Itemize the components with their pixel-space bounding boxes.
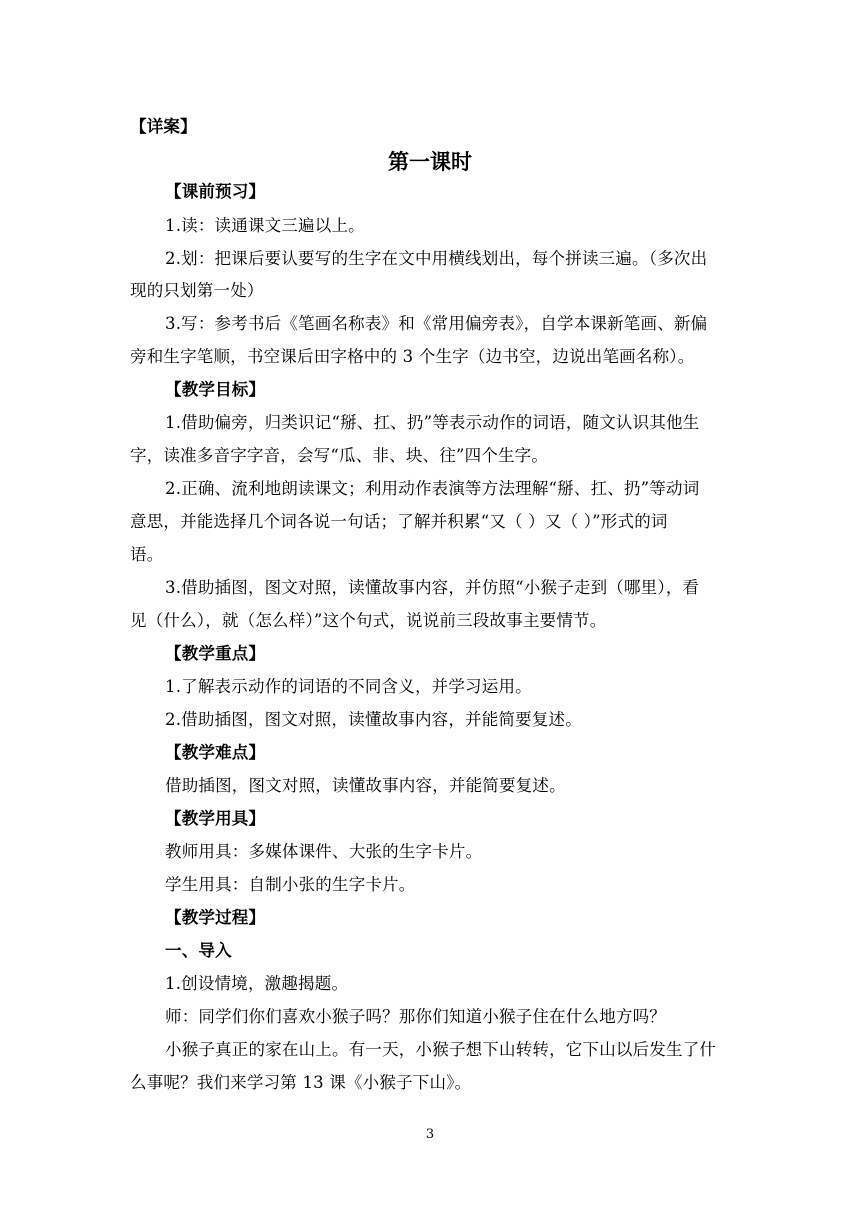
tools-header: 【教学用具】 — [165, 809, 266, 828]
key-point-2: 2.借助插图，图文对照，读懂故事内容，并能简要复述。 — [165, 710, 582, 729]
preview-header: 【课前预习】 — [165, 182, 266, 201]
preview-item-3-line2: 旁和生字笔顺，书空课后田字格中的 3 个生字（边书空，边说出笔画名称）。 — [130, 347, 695, 366]
goal-1-line1: 1.借助偏旁，归类识记“掰、扛、扔”等表示动作的词语，随文认识其他生 — [165, 413, 700, 432]
goals-header: 【教学目标】 — [165, 380, 266, 399]
page-title: 第一课时 — [388, 150, 472, 174]
preview-item-2-line1: 2.划：把课后要认要写的生字在文中用横线划出，每个拼读三遍。（多次出 — [165, 249, 708, 268]
detail-header: 【详案】 — [130, 117, 197, 136]
process-item-3-line2: 么事呢？我们来学习第 13 课《小猴子下山》。 — [130, 1073, 472, 1092]
tools-teacher: 教师用具：多媒体课件、大张的生字卡片。 — [165, 842, 483, 861]
goal-1-line2: 字，读准多音字字音，会写“瓜、非、块、往”四个生字。 — [130, 446, 549, 465]
process-item-2: 师：同学们你们喜欢小猴子吗？那你们知道小猴子住在什么地方吗？ — [165, 1007, 666, 1026]
difficulty-item: 借助插图，图文对照，读懂故事内容，并能简要复述。 — [165, 776, 566, 795]
goal-3-line2: 见（什么），就（怎么样）”这个句式，说说前三段故事主要情节。 — [130, 611, 607, 630]
goal-3-line1: 3.借助插图，图文对照，读懂故事内容，并仿照“小猴子走到（哪里），看 — [165, 578, 700, 597]
goal-2-line1: 2.正确、流利地朗读课文；利用动作表演等方法理解“掰、扛、扔”等动词 — [165, 479, 700, 498]
preview-item-1: 1.读：读通课文三遍以上。 — [165, 216, 365, 235]
preview-item-3-line1: 3.写：参考书后《笔画名称表》和《常用偏旁表》，自学本课新笔画、新偏 — [165, 314, 708, 333]
page-number: 3 — [425, 1127, 435, 1142]
preview-item-2-line2: 现的只划第一处） — [130, 281, 264, 300]
tools-student: 学生用具：自制小张的生字卡片。 — [165, 875, 416, 894]
goal-2-line2: 意思，并能选择几个词各说一句话；了解并积累“又（ ）又（ ）”形式的词 — [130, 512, 668, 531]
process-item-3-line1: 小猴子真正的家在山上。有一天，小猴子想下山转转，它下山以后发生了什 — [165, 1040, 717, 1059]
process-header: 【教学过程】 — [165, 908, 266, 927]
key-point-1: 1.了解表示动作的词语的不同含义，并学习运用。 — [165, 677, 532, 696]
difficulty-header: 【教学难点】 — [165, 743, 266, 762]
goal-2-line3: 语。 — [130, 545, 164, 564]
key-points-header: 【教学重点】 — [165, 644, 266, 663]
process-intro-heading: 一、导入 — [165, 941, 232, 960]
process-item-1: 1.创设情境，激趣揭题。 — [165, 974, 349, 993]
